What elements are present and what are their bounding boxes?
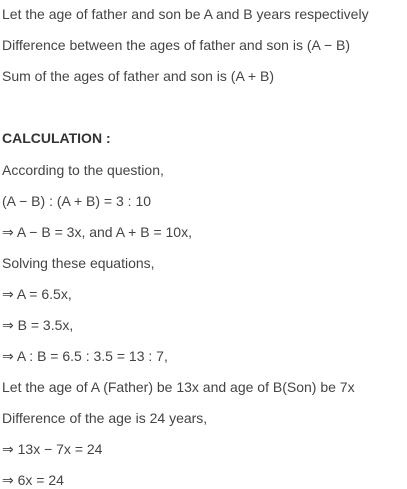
calc-step: ⇒ B = 3.5x, xyxy=(2,317,74,333)
intro-line-difference: Difference between the ages of father and son is (A − B) xyxy=(2,37,351,53)
calc-step: ⇒ 6x = 24 xyxy=(2,472,64,488)
calc-step: (A − B) : (A + B) = 3 : 10 xyxy=(2,193,152,209)
intro-line-ages: Let the age of father and son be A and B years respectively xyxy=(2,6,369,22)
calc-step: ⇒ 13x − 7x = 24 xyxy=(2,441,103,457)
calc-step: According to the question, xyxy=(2,162,164,178)
calc-step: Let the age of A (Father) be 13x and age of B(Son) be 7x xyxy=(2,379,355,395)
calc-step: ⇒ A − B = 3x, and A + B = 10x, xyxy=(2,224,192,240)
intro-line-sum: Sum of the ages of father and son is (A + B) xyxy=(2,68,274,84)
calc-step: Difference of the age is 24 years, xyxy=(2,410,208,426)
calc-step: Solving these equations, xyxy=(2,255,155,271)
calculation-heading: CALCULATION : xyxy=(2,130,111,146)
calc-step: ⇒ A : B = 6.5 : 3.5 = 13 : 7, xyxy=(2,348,168,364)
calc-step: ⇒ A = 6.5x, xyxy=(2,286,72,302)
